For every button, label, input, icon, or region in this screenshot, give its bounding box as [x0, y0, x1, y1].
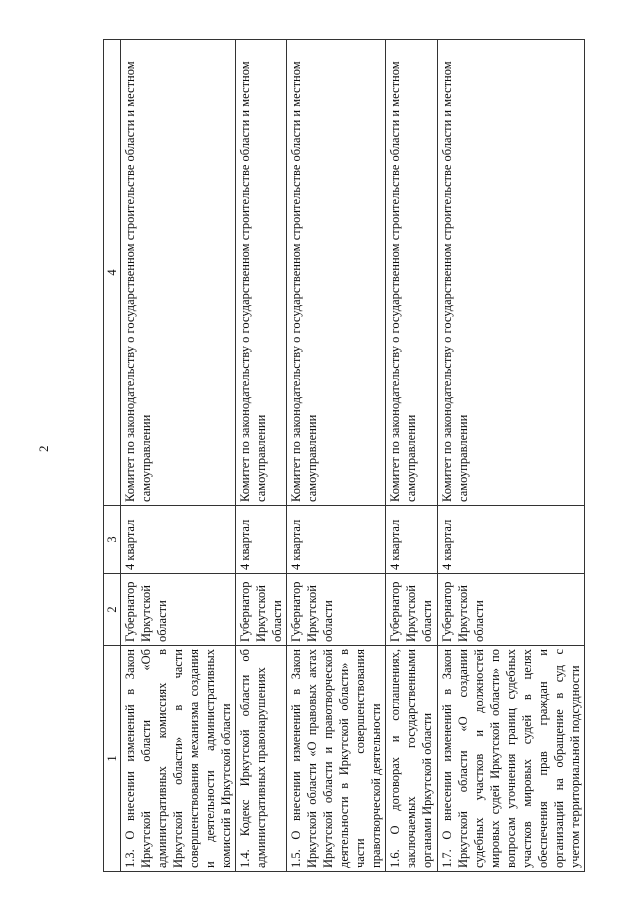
- initiator-cell: Губернатор Иркутской области: [438, 574, 585, 646]
- rotated-table-container: [103, 40, 582, 872]
- committee-cell: Комитет по законодательству о государственном строительстве области и местном самоуправлении: [386, 40, 438, 506]
- deadline-cell: 4 квартал: [236, 506, 287, 574]
- bill-title-cell: 1.7. О внесении изменений в Закон Иркутской области «О создании судебных участков и должностей мировых судей Иркутской области» по вопросам уточнения границ судебных участков мировых судей в целях обеспечения прав граждан и организаций на обращение в суд с учетом территориальной подсудности: [438, 646, 585, 872]
- deadline-cell: 4 квартал: [386, 506, 438, 574]
- column-header: 1: [104, 646, 121, 872]
- legislation-plan-table: [103, 39, 585, 872]
- table-row: [386, 40, 438, 872]
- bill-title-cell: 1.6. О договорах и соглашениях, заключаемых государственными органами Иркутской области: [386, 646, 438, 872]
- table-header-row: [104, 40, 121, 872]
- column-header: 2: [104, 574, 121, 646]
- table-row: [121, 40, 236, 872]
- bill-title-cell: 1.3. О внесении изменений в Закон Иркутской области «Об административных комиссиях в Иркутской области» в части совершенствования механизма создания и деятельности административных комиссий в Иркутской области: [121, 646, 236, 872]
- committee-cell: Комитет по законодательству о государственном строительстве области и местном самоуправлении: [121, 40, 236, 506]
- table-row: [287, 40, 386, 872]
- deadline-cell: 4 квартал: [438, 506, 585, 574]
- committee-cell: Комитет по законодательству о государственном строительстве области и местном самоуправлении: [236, 40, 287, 506]
- committee-cell: Комитет по законодательству о государственном строительстве области и местном самоуправлении: [438, 40, 585, 506]
- deadline-cell: 4 квартал: [287, 506, 386, 574]
- initiator-cell: Губернатор Иркутской области: [386, 574, 438, 646]
- bill-title-cell: 1.4. Кодекс Иркутской области об административных правонарушениях: [236, 646, 287, 872]
- page-number: 2: [36, 445, 51, 452]
- column-header: 4: [104, 40, 121, 506]
- table-row: [236, 40, 287, 872]
- table-row: [438, 40, 585, 872]
- deadline-cell: 4 квартал: [121, 506, 236, 574]
- committee-cell: Комитет по законодательству о государственном строительстве области и местном самоуправлении: [287, 40, 386, 506]
- initiator-cell: Губернатор Иркутской области: [287, 574, 386, 646]
- column-header: 3: [104, 506, 121, 574]
- bill-title-cell: 1.5. О внесении изменений в Закон Иркутской области «О правовых актах Иркутской области и правотворческой деятельности в Иркутской области» в части совершенствования правотворческой деятельности: [287, 646, 386, 872]
- initiator-cell: Губернатор Иркутской области: [121, 574, 236, 646]
- initiator-cell: Губернатор Иркутской области: [236, 574, 287, 646]
